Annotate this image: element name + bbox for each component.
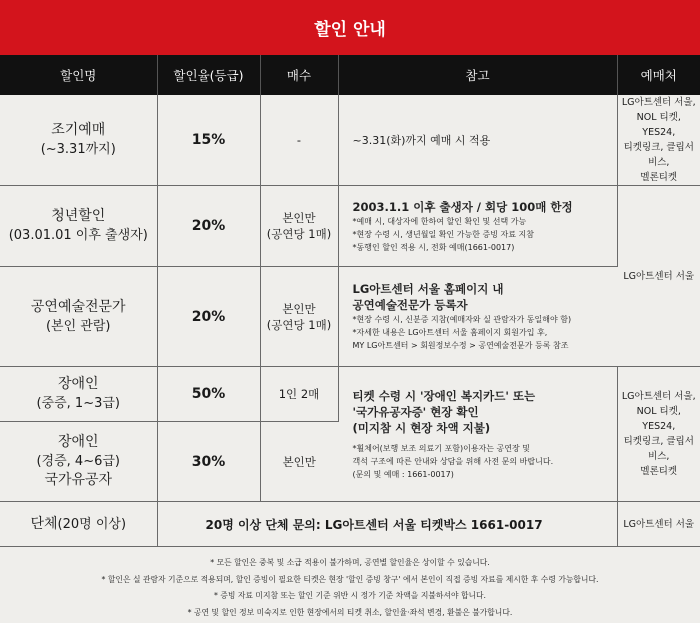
discount-name-early: 조기예매 (~3.31까지) [0, 95, 157, 186]
table-header-row [0, 55, 700, 95]
footer-note: * 증빙 자료 미지참 또는 할인 기준 위반 시 정가 기준 차액을 지불하셔야 합니다. [213, 591, 487, 600]
reference-cell: 티켓 수령 시 '장애인 복지카드' 또는 '국가유공자증' 현장 확인 (미지참 시 현장 차액 지불) *휠체어(보행 보조 의료기 포함)이용자는 공연장 및 객석 구조에 따른 안내와 상담을 위해 사전 문의 바랍니다. (문의 및 예매 : 1661-0017) [338, 367, 617, 502]
discount-rate: 50% [157, 367, 260, 422]
discount-rate: 20% [157, 267, 260, 367]
seller-cell: LG아트센터 서울, NOL 티켓, YES24, 티켓링크, 클립서비스, 멜론티켓 [617, 95, 700, 186]
table-row [0, 502, 700, 547]
header-ticket-count: 매수 [260, 55, 338, 95]
seller-cell: LG아트센터 서울 [617, 186, 700, 367]
ticket-count: 1인 2매 [260, 367, 338, 422]
footer-note: * 모든 할인은 중복 및 소급 적용이 불가하며, 공연별 할인율은 상이할 수 있습니다. [210, 558, 490, 567]
reference-cell: LG아트센터 서울 홈페이지 내 공연예술전문가 등록자 *현장 수령 시, 신분증 지참(예매자와 실 관람자가 동일해야 함) *자세한 내용은 LG아트센터 서울 홈페이지 회원가입 후, MY LG아트센터 > 회원정보수정 > 공연예술전문가 등록 참조 [338, 267, 617, 367]
discount-rate: 20% [157, 186, 260, 267]
discount-table [0, 55, 700, 547]
discount-rate: 30% [157, 422, 260, 502]
reference-cell: 2003.1.1 이후 출생자 / 회당 100매 한정 *예매 시, 대상자에 한하여 할인 확인 및 선택 가능 *현장 수령 시, 생년월일 확인 가능한 증빙 자료 지참 *동행인 할인 적용 시, 전화 예매(1661-0017) [338, 186, 617, 267]
discount-name-disabled-severe: 장애인 (중증, 1~3급) [0, 367, 157, 422]
header-discount-name: 할인명 [0, 55, 157, 95]
header-reference: 참고 [338, 55, 617, 95]
reference-cell: ~3.31(화)까지 예매 시 적용 [338, 95, 617, 186]
table-row [0, 95, 700, 186]
discount-name-disabled-mild: 장애인 (경증, 4~6급) 국가유공자 [0, 422, 157, 502]
discount-name-youth: 청년할인 (03.01.01 이후 출생자) [0, 186, 157, 267]
ticket-count: 본인만 (공연당 1매) [260, 186, 338, 267]
ticket-count: 본인만 (공연당 1매) [260, 267, 338, 367]
discount-name-group: 단체(20명 이상) [0, 502, 157, 547]
footer-notes [0, 547, 700, 621]
table-row [0, 186, 700, 267]
header-seller: 예매처 [617, 55, 700, 95]
table-row [0, 367, 700, 422]
header-discount-rate: 할인율(등급) [157, 55, 260, 95]
footer-note: * 공연 및 할인 정보 미숙지로 인한 현장에서의 티켓 취소, 할인율·좌석 변경, 환불은 불가합니다. [187, 607, 513, 617]
ticket-count: 본인만 [260, 422, 338, 502]
table-row [0, 267, 700, 367]
discount-name-expert: 공연예술전문가 (본인 관람) [0, 267, 157, 367]
seller-cell: LG아트센터 서울, NOL 티켓, YES24, 티켓링크, 클립서비스, 멜론티켓 [617, 367, 700, 502]
page-title: 할인 안내 [0, 0, 700, 55]
group-inquiry: 20명 이상 단체 문의: LG아트센터 서울 티켓박스 1661-0017 [157, 502, 617, 547]
footer-note: * 할인은 실 관람자 기준으로 적용되며, 할인 증빙이 필요한 티켓은 현장 '할인 증빙 창구' 에서 본인이 직접 증빙 자료를 제시한 후 수령 가능합니다. [101, 574, 599, 584]
discount-rate: 15% [157, 95, 260, 186]
seller-cell: LG아트센터 서울 [617, 502, 700, 547]
ticket-count: - [260, 95, 338, 186]
